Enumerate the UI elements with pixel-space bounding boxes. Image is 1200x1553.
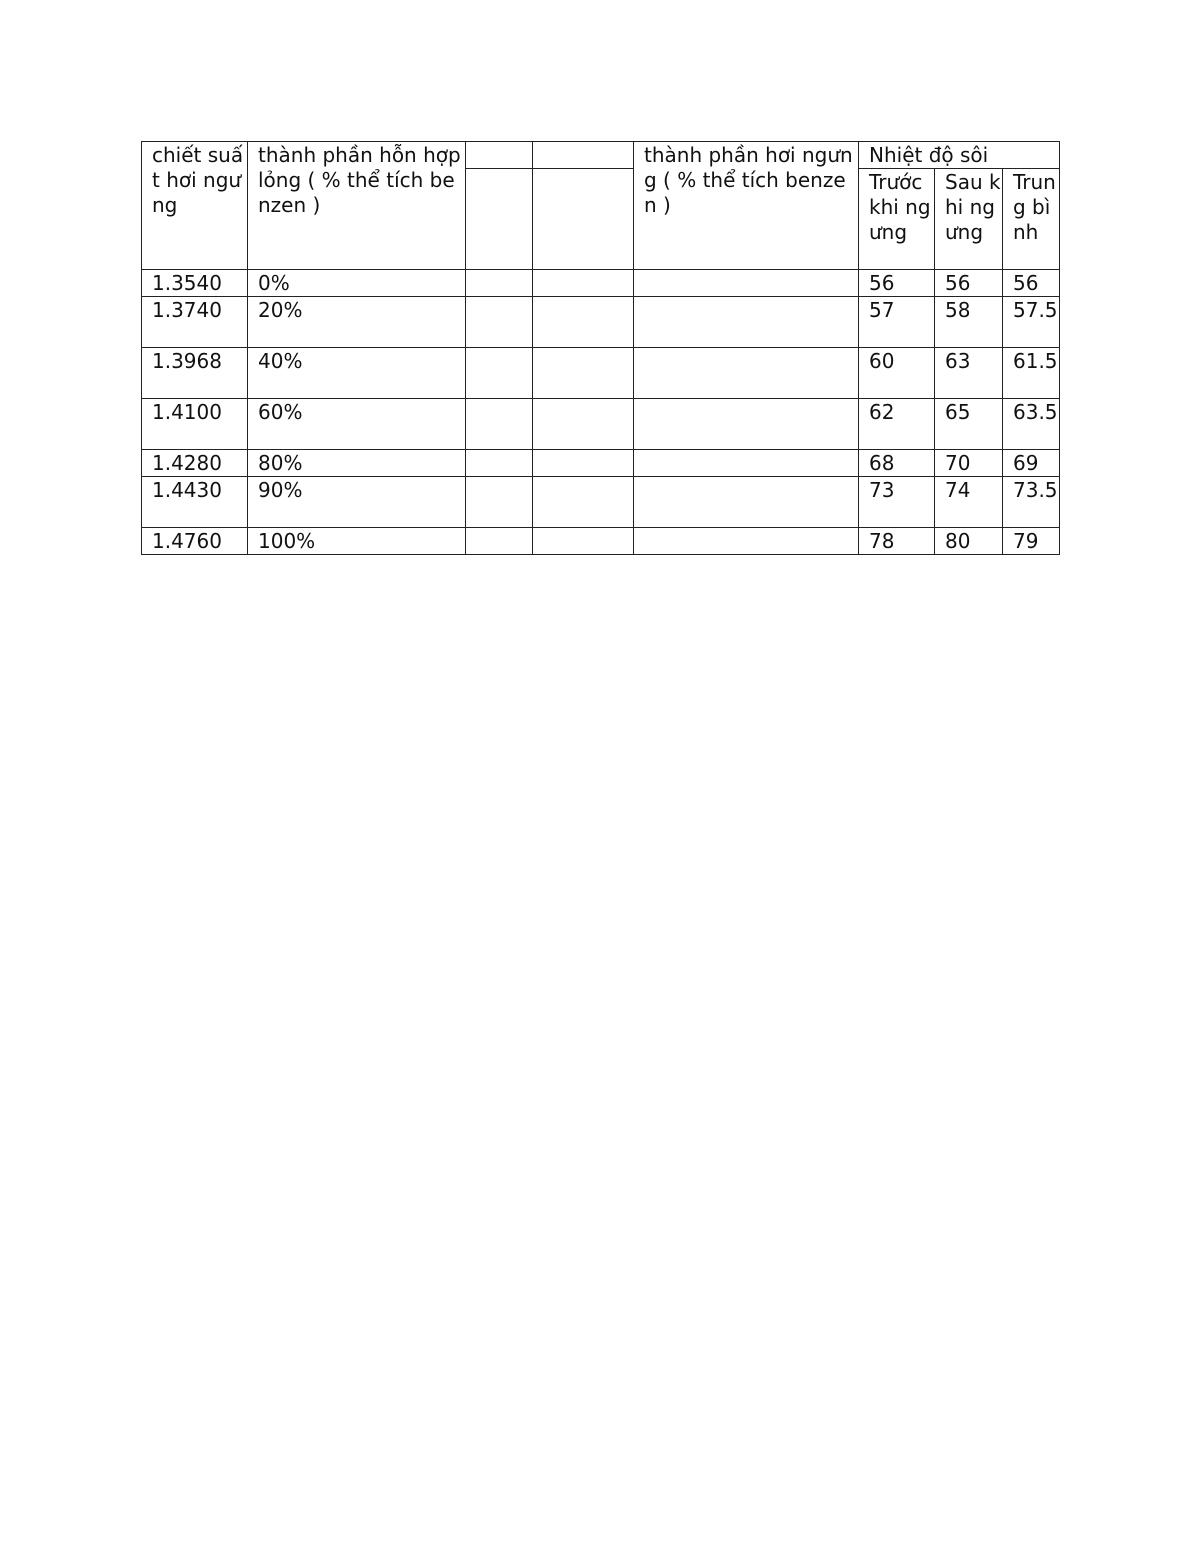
cell-refractive-index: 1.4760	[142, 528, 248, 555]
cell-vapor-composition	[634, 348, 859, 399]
cell-liquid-composition: 40%	[248, 348, 466, 399]
table-row	[142, 528, 1060, 555]
cell-before: 78	[859, 528, 935, 555]
cell-average: 79	[1003, 528, 1060, 555]
header-after-condense: Sau khi ngưng	[935, 169, 1003, 270]
cell-after: 56	[935, 270, 1003, 297]
cell-after: 63	[935, 348, 1003, 399]
cell-blank	[533, 297, 634, 348]
cell-liquid-composition: 0%	[248, 270, 466, 297]
cell-blank	[533, 399, 634, 450]
cell-blank	[533, 270, 634, 297]
table-row	[142, 348, 1060, 399]
cell-blank	[533, 348, 634, 399]
cell-blank	[466, 528, 533, 555]
header-refractive-index: chiết suất hơi ngưng	[142, 142, 248, 270]
header-liquid-composition: thành phần hỗn hợp lỏng ( % thể tích benzen )	[248, 142, 466, 270]
cell-refractive-index: 1.4280	[142, 450, 248, 477]
cell-average: 73.5	[1003, 477, 1060, 528]
cell-vapor-composition	[634, 450, 859, 477]
cell-after: 58	[935, 297, 1003, 348]
cell-blank	[466, 297, 533, 348]
cell-liquid-composition: 60%	[248, 399, 466, 450]
cell-before: 73	[859, 477, 935, 528]
cell-before: 57	[859, 297, 935, 348]
cell-liquid-composition: 20%	[248, 297, 466, 348]
header-before-condense: Trước khi ngưng	[859, 169, 935, 270]
cell-average: 69	[1003, 450, 1060, 477]
cell-blank	[466, 270, 533, 297]
cell-vapor-composition	[634, 477, 859, 528]
cell-liquid-composition: 100%	[248, 528, 466, 555]
cell-average: 57.5	[1003, 297, 1060, 348]
cell-after: 70	[935, 450, 1003, 477]
cell-vapor-composition	[634, 528, 859, 555]
cell-vapor-composition	[634, 270, 859, 297]
cell-refractive-index: 1.3540	[142, 270, 248, 297]
cell-liquid-composition: 80%	[248, 450, 466, 477]
header-vapor-composition: thành phần hơi ngưng ( % thể tích benzen )	[634, 142, 859, 270]
cell-liquid-composition: 90%	[248, 477, 466, 528]
cell-refractive-index: 1.3968	[142, 348, 248, 399]
cell-refractive-index: 1.3740	[142, 297, 248, 348]
header-average: Trung bình	[1003, 169, 1060, 270]
cell-refractive-index: 1.4100	[142, 399, 248, 450]
cell-vapor-composition	[634, 399, 859, 450]
cell-vapor-composition	[634, 297, 859, 348]
header-boiling-temp: Nhiệt độ sôi	[859, 142, 1060, 169]
cell-blank	[466, 477, 533, 528]
cell-refractive-index: 1.4430	[142, 477, 248, 528]
cell-blank	[533, 528, 634, 555]
header-row-top	[142, 142, 1060, 169]
header-blank-cell	[533, 142, 634, 169]
cell-after: 65	[935, 399, 1003, 450]
cell-before: 68	[859, 450, 935, 477]
table-row	[142, 270, 1060, 297]
cell-average: 63.5	[1003, 399, 1060, 450]
cell-after: 74	[935, 477, 1003, 528]
table-row	[142, 399, 1060, 450]
cell-after: 80	[935, 528, 1003, 555]
header-blank-cell	[533, 169, 634, 270]
cell-blank	[533, 477, 634, 528]
cell-before: 56	[859, 270, 935, 297]
header-blank-cell	[466, 142, 533, 169]
cell-average: 56	[1003, 270, 1060, 297]
cell-blank	[466, 450, 533, 477]
cell-average: 61.5	[1003, 348, 1060, 399]
cell-blank	[533, 450, 634, 477]
cell-before: 62	[859, 399, 935, 450]
table-row	[142, 450, 1060, 477]
cell-before: 60	[859, 348, 935, 399]
cell-blank	[466, 399, 533, 450]
cell-blank	[466, 348, 533, 399]
table-row	[142, 297, 1060, 348]
header-blank-cell	[466, 169, 533, 270]
data-table	[141, 141, 1060, 555]
table-row	[142, 477, 1060, 528]
